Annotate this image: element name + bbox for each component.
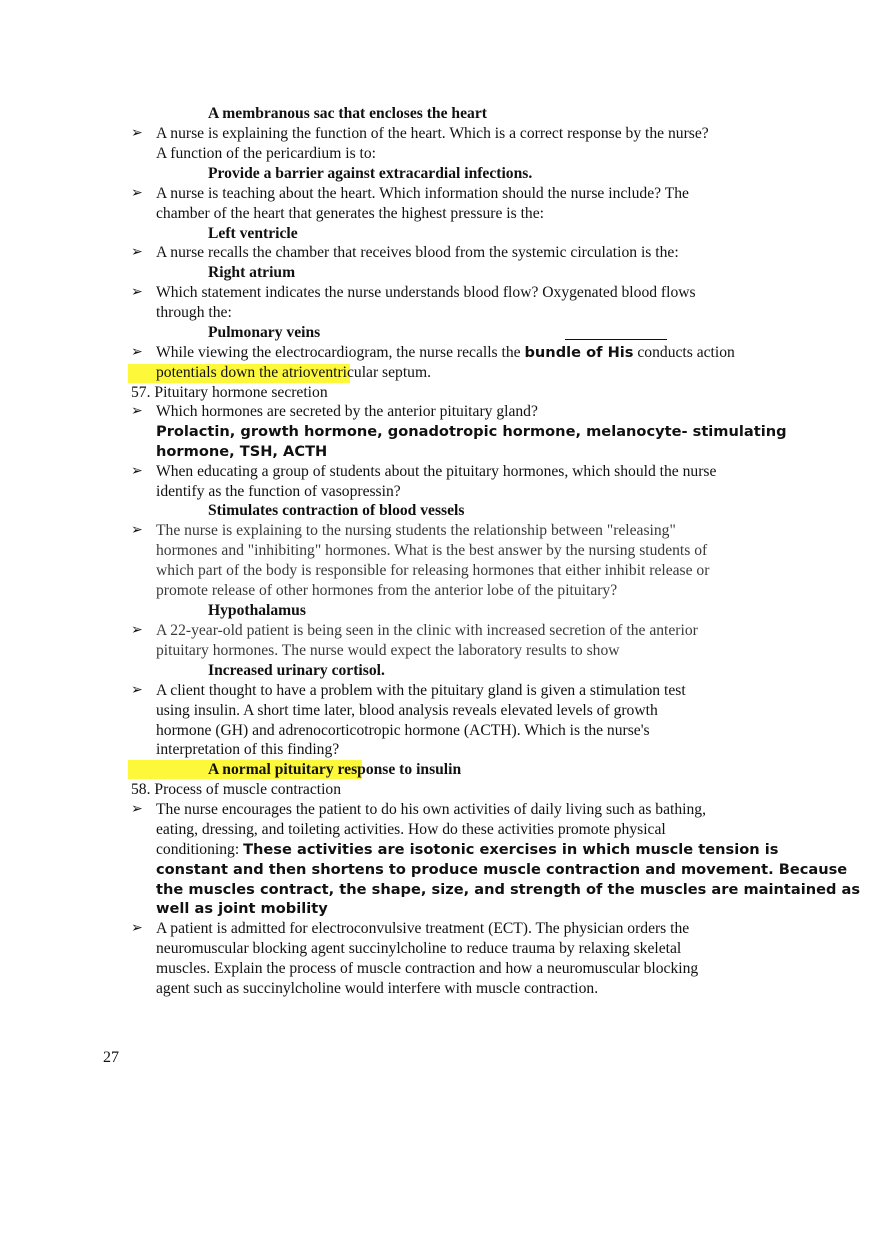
bullet-icon: ➢ <box>131 245 143 260</box>
question-line: identify as the function of vasopressin? <box>156 483 401 500</box>
bullet-icon: ➢ <box>131 126 143 141</box>
question-line: A 22-year-old patient is being seen in the clinic with increased secretion of the anterior <box>156 622 698 639</box>
bullet-icon: ➢ <box>131 464 143 479</box>
question-line: chamber of the heart that generates the highest pressure is the: <box>156 205 544 222</box>
bullet-icon: ➢ <box>131 623 143 638</box>
text-segment: conducts action <box>633 344 735 361</box>
blank-underline <box>565 339 667 340</box>
question-line: eating, dressing, and toileting activities. How do these activities promote physical <box>156 821 666 838</box>
answer-line: Right atrium <box>208 264 296 281</box>
answer-line: A membranous sac that encloses the heart <box>208 105 487 122</box>
question-line: neuromuscular blocking agent succinylcholine to reduce trauma by relaxing skeletal <box>156 940 682 957</box>
answer-line: hormone, TSH, ACTH <box>156 443 328 460</box>
answer-line: well as joint mobility <box>156 900 328 917</box>
question-line <box>156 343 735 363</box>
question-line: A nurse is explaining the function of the heart. Which is a correct response by the nurse? <box>156 125 709 142</box>
question-line: hormones and "inhibiting" hormones. What is the best answer by the nursing students of <box>156 542 708 559</box>
question-line: which part of the body is responsible for releasing hormones that either inhibit release or <box>156 562 710 579</box>
answer-line: Increased urinary cortisol. <box>208 662 385 679</box>
question-line: interpretation of this finding? <box>156 741 340 758</box>
question-line: muscles. Explain the process of muscle contraction and how a neuromuscular blocking <box>156 960 699 977</box>
answer-line: Provide a barrier against extracardial infections. <box>208 165 533 182</box>
bold-answer: These activities are isotonic exercises in which muscle tension is <box>243 841 779 858</box>
answer-line: Prolactin, growth hormone, gonadotropic hormone, melanocyte- stimulating <box>156 423 787 440</box>
bullet-icon: ➢ <box>131 186 143 201</box>
question-line: agent such as succinylcholine would interfere with muscle contraction. <box>156 980 599 997</box>
bullet-icon: ➢ <box>131 921 143 936</box>
question-line: hormone (GH) and adrenocorticotropic hormone (ACTH). Which is the nurse's <box>156 722 650 739</box>
answer-line: Hypothalamus <box>208 602 306 619</box>
bullet-icon: ➢ <box>131 523 143 538</box>
question-line: pituitary hormones. The nurse would expect the laboratory results to show <box>156 642 620 659</box>
answer-line: Pulmonary veins <box>208 324 321 341</box>
bold-term: bundle of His <box>524 344 634 361</box>
bullet-icon: ➢ <box>131 285 143 300</box>
bullet-icon: ➢ <box>131 345 143 360</box>
question-line: When educating a group of students about the pituitary hormones, which should the nurse <box>156 463 717 480</box>
question-line: The nurse is explaining to the nursing students the relationship between "releasing" <box>156 522 676 539</box>
question-line: using insulin. A short time later, blood analysis reveals elevated levels of growth <box>156 702 658 719</box>
question-line: A nurse is teaching about the heart. Which information should the nurse include? The <box>156 185 689 202</box>
question-line: The nurse encourages the patient to do his own activities of daily living such as bathing, <box>156 801 706 818</box>
section-heading: 58. Process of muscle contraction <box>131 781 342 798</box>
answer-line: A normal pituitary response to insulin <box>208 761 462 778</box>
bullet-icon: ➢ <box>131 802 143 817</box>
page-number: 27 <box>103 1049 119 1066</box>
question-line: A nurse recalls the chamber that receives blood from the systemic circulation is the: <box>156 244 679 261</box>
question-line: through the: <box>156 304 232 321</box>
text-segment: conditioning: <box>156 841 244 858</box>
answer-line: the muscles contract, the shape, size, and strength of the muscles are maintained as <box>156 881 861 898</box>
bullet-icon: ➢ <box>131 404 143 419</box>
answer-line: Left ventricle <box>208 225 298 242</box>
question-line: Which statement indicates the nurse understands blood flow? Oxygenated blood flows <box>156 284 696 301</box>
question-line: promote release of other hormones from the anterior lobe of the pituitary? <box>156 582 618 599</box>
question-line <box>156 840 778 860</box>
answer-line: Stimulates contraction of blood vessels <box>208 502 465 519</box>
section-heading: 57. Pituitary hormone secretion <box>131 384 328 401</box>
question-line: A patient is admitted for electroconvulsive treatment (ECT). The physician orders the <box>156 920 690 937</box>
text-segment: While viewing the electrocardiogram, the nurse recalls the <box>156 344 525 361</box>
question-line: A client thought to have a problem with the pituitary gland is given a stimulation test <box>156 682 686 699</box>
question-line: A function of the pericardium is to: <box>156 145 376 162</box>
bullet-icon: ➢ <box>131 683 143 698</box>
answer-line: constant and then shortens to produce muscle contraction and movement. Because <box>156 861 848 878</box>
question-line: potentials down the atrioventricular septum. <box>156 364 431 381</box>
question-line: Which hormones are secreted by the anterior pituitary gland? <box>156 403 538 420</box>
